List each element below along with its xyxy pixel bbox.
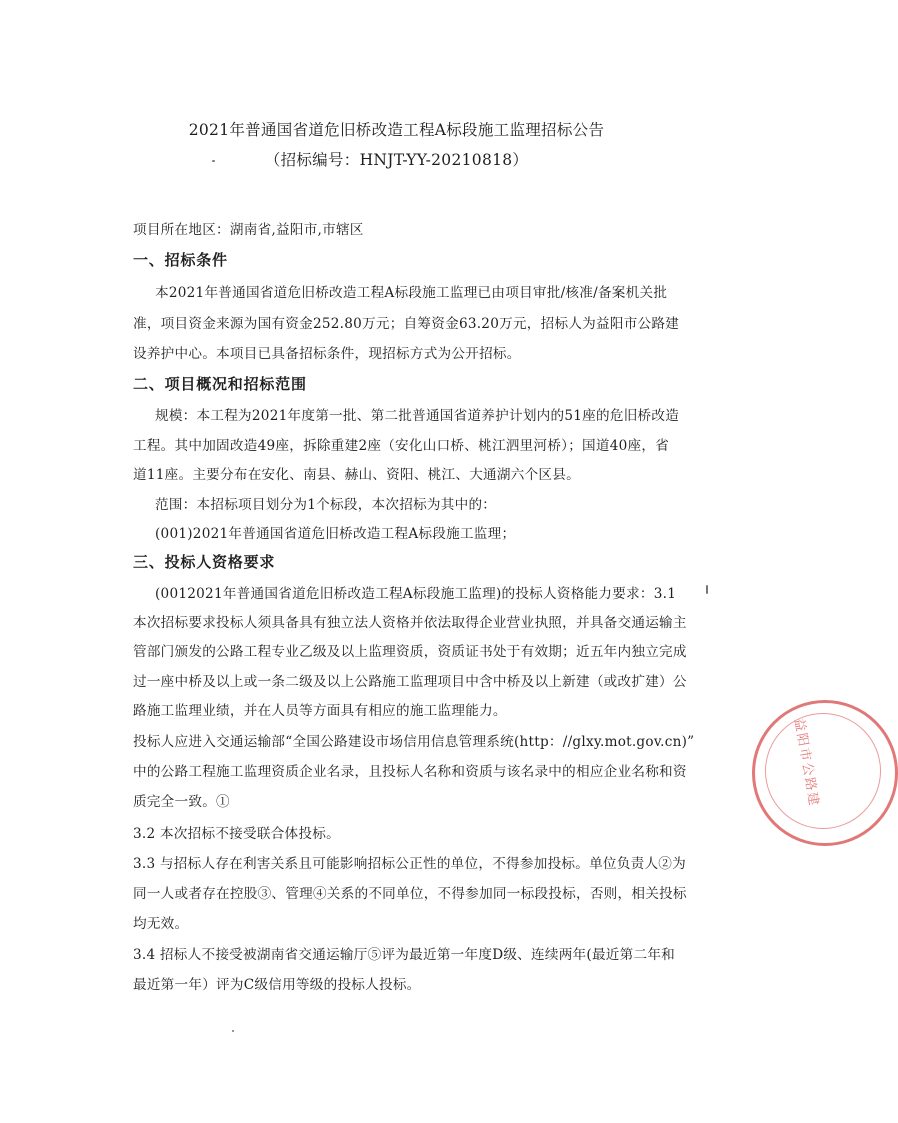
tender-number: （招标编号：HNJT-YY-20210818） <box>264 151 529 169</box>
section3-line: (0012021年普通国省道危旧桥改造工程A标段施工监理)的投标人资格能力要求：3.1 <box>155 586 677 602</box>
section3-line: 投标人应进入交通运输部“全国公路建设市场信用信息管理系统(http：//glxy.mot.gov.cn)” <box>133 734 695 750</box>
section3-line: 中的公路工程施工监理资质企业名录，且投标人名称和资质与该名录中的相应企业名称和资 <box>133 764 687 780</box>
section2-line: 规模：本工程为2021年度第一批、第二批普通国省道养护计划内的51座的危旧桥改造 <box>155 408 680 424</box>
project-region: 项目所在地区：湖南省,益阳市,市辖区 <box>133 222 364 238</box>
section2-line: 工程。其中加固改造49座，拆除重建2座（安化山口桥、桃江泗里河桥）；国道40座，省 <box>133 438 670 454</box>
official-seal <box>752 700 898 846</box>
section1-line: 设养护中心。本项目已具备招标条件，现招标方式为公开招标。 <box>133 346 521 362</box>
section2-line: (001)2021年普通国省道危旧桥改造工程A标段施工监理； <box>155 526 516 542</box>
section1-line: 准，项目资金来源为国有资金252.80万元；自筹资金63.20万元，招标人为益阳市公路建 <box>133 316 680 332</box>
document-title: 2021年普通国省道危旧桥改造工程A标段施工监理招标公告 <box>188 121 605 139</box>
section3-line: 质完全一致。① <box>133 794 230 810</box>
section3-line: 本次招标要求投标人须具备具有独立法人资格并依法取得企业营业执照，并具备交通运输主 <box>133 615 687 631</box>
section2-line: 道11座。主要分布在安化、南县、赫山、资阳、桃江、大通湖六个区县。 <box>133 467 580 483</box>
section3-line: 路施工监理业绩，并在人员等方面具有相应的施工监理能力。 <box>133 703 507 719</box>
section3-line: 3.3 与招标人存在利害关系且可能影响招标公正性的单位，不得参加投标。单位负责人②为 <box>133 856 686 872</box>
scan-speck <box>212 160 215 162</box>
seal-inner-ring <box>765 713 881 829</box>
section-heading-3: 三、投标人资格要求 <box>133 553 276 571</box>
section-heading-2: 二、项目概况和招标范围 <box>133 375 307 393</box>
section2-line: 范围：本招标项目划分为1个标段，本次招标为其中的： <box>155 497 497 513</box>
scan-speck <box>706 585 708 594</box>
section3-line: 最近第一年）评为C级信用等级的投标人投标。 <box>133 977 421 993</box>
section3-line: 同一人或者存在控股③、管理④关系的不同单位，不得参加同一标段投标，否则，相关投标 <box>133 886 687 902</box>
section3-line: 管部门颁发的公路工程专业乙级及以上监理资质，资质证书处于有效期；近五年内独立完成 <box>133 644 687 660</box>
section3-line: 3.2 本次招标不接受联合体投标。 <box>133 826 340 842</box>
section3-line: 3.4 招标人不接受被湖南省交通运输厅⑤评为最近第一年度D级、连续两年(最近第二年和 <box>133 947 676 963</box>
seal-text: 益阳市公路建 <box>790 717 822 809</box>
scan-speck <box>232 1030 234 1032</box>
section-heading-1: 一、招标条件 <box>133 251 228 269</box>
section1-line: 本2021年普通国省道危旧桥改造工程A标段施工监理已由项目审批/核准/备案机关批 <box>155 285 668 301</box>
section3-line: 均无效。 <box>133 916 189 932</box>
section3-line: 过一座中桥及以上或一条二级及以上公路施工监理项目中含中桥及以上新建（或改扩建）公 <box>133 674 687 690</box>
